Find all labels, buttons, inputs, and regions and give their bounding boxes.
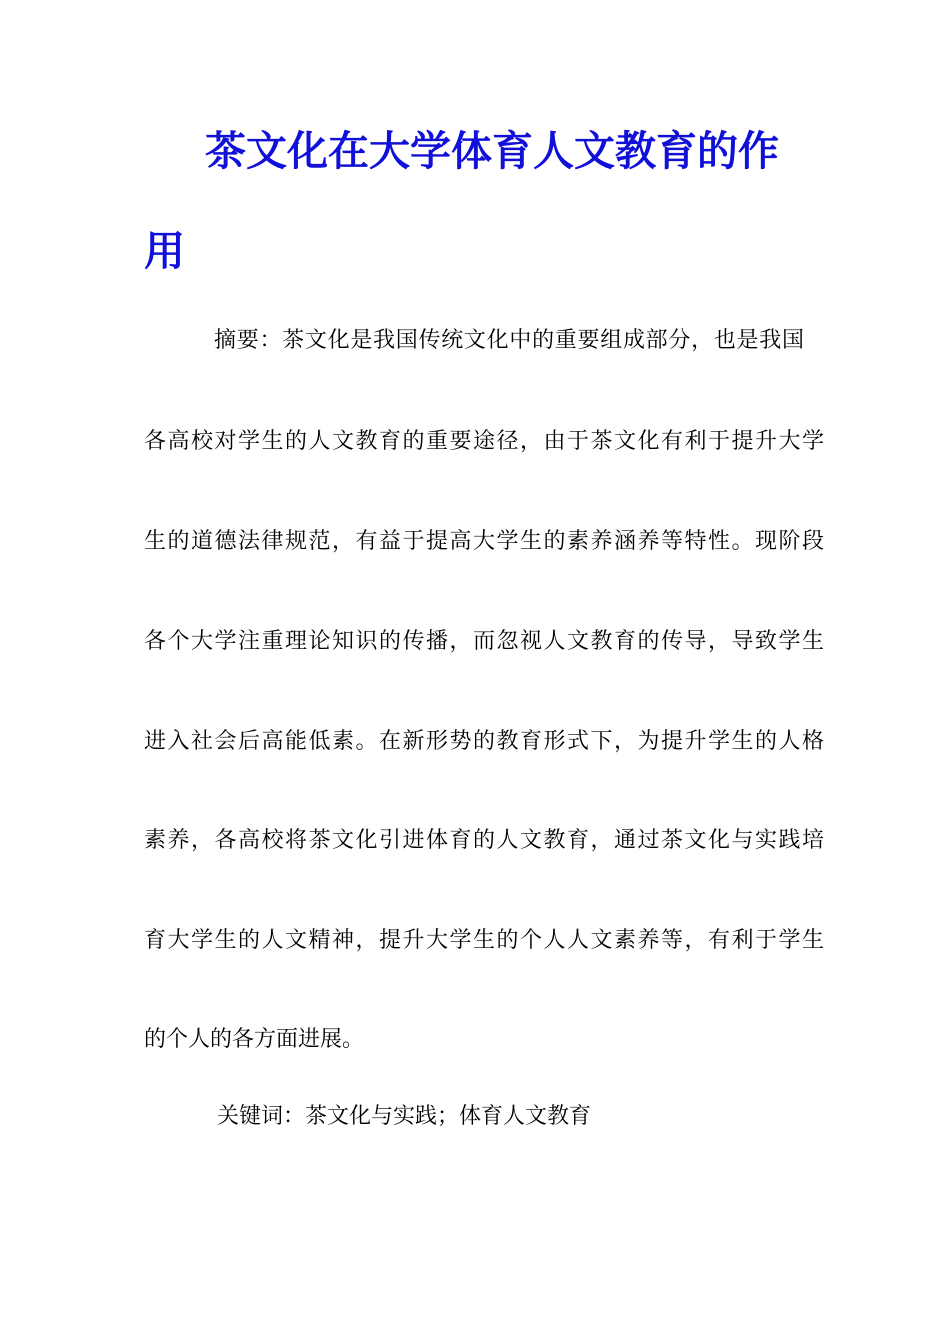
document-title-line-1: 茶文化在大学体育人文教育的作 xyxy=(205,127,779,175)
document-title-line-2: 用 xyxy=(144,227,185,275)
abstract-line-4: 各个大学注重理论知识的传播，而忽视人文教育的传导，导致学生 xyxy=(144,629,824,654)
keywords-line: 关键词：茶文化与实践；体育人文教育 xyxy=(217,1104,592,1129)
abstract-line-8: 的个人的各方面进展。 xyxy=(144,1027,365,1052)
abstract-line-5: 进入社会后高能低素。在新形势的教育形式下，为提升学生的人格 xyxy=(144,729,824,754)
abstract-line-1: 摘要：茶文化是我国传统文化中的重要组成部分，也是我国 xyxy=(214,328,804,353)
abstract-line-3: 生的道德法律规范，有益于提高大学生的素养涵养等特性。现阶段 xyxy=(144,529,824,554)
abstract-line-6: 素养，各高校将茶文化引进体育的人文教育，通过茶文化与实践培 xyxy=(144,828,824,853)
abstract-line-2: 各高校对学生的人文教育的重要途径，由于茶文化有利于提升大学 xyxy=(144,429,824,454)
abstract-line-7: 育大学生的人文精神，提升大学生的个人人文素养等，有利于学生 xyxy=(144,928,824,953)
